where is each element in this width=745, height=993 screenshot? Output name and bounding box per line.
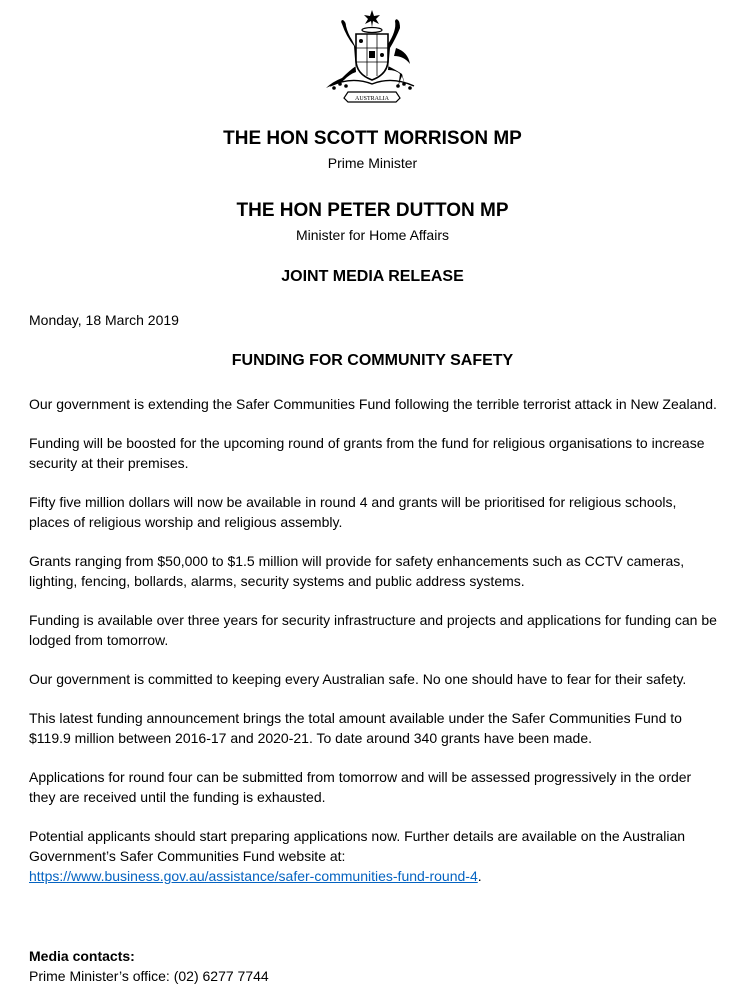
- media-contacts-heading: Media contacts:: [29, 948, 135, 964]
- minister-1-name: THE HON SCOTT MORRISON MP: [223, 128, 522, 149]
- minister-2-name: THE HON PETER DUTTON MP: [236, 200, 509, 221]
- fund-website-link[interactable]: https://www.business.gov.au/assistance/safer-communities-fund-round-4: [29, 868, 478, 884]
- paragraph: Funding will be boosted for the upcoming round of grants from the fund for religious organisations to increase security at their premises.: [29, 435, 705, 471]
- minister-1-title: Prime Minister: [327, 155, 418, 171]
- paragraph: Grants ranging from $50,000 to $1.5 million will provide for safety enhancements such as CCTV cameras, lighting, fencing, bollards, alarms, security systems and public address systems.: [29, 553, 685, 589]
- final-paragraph: [29, 826, 719, 886]
- pm-office-contact: Prime Minister’s office: (02) 6277 7744: [29, 968, 269, 984]
- svg-text:AUSTRALIA: AUSTRALIA: [355, 96, 389, 102]
- paragraph: Our government is committed to keeping every Australian safe. No one should have to fear for their safety.: [29, 671, 687, 687]
- minister-2-title: Minister for Home Affairs: [295, 227, 449, 243]
- final-paragraph-period: .: [477, 868, 482, 884]
- media-contacts: [29, 946, 269, 986]
- paragraph: Fifty five million dollars will now be available in round 4 and grants will be prioritised for religious schools, places of religious worship and religious assembly.: [29, 494, 677, 530]
- paragraph: Our government is extending the Safer Communities Fund following the terrible terrorist attack in New Zealand.: [29, 396, 717, 412]
- release-type: JOINT MEDIA RELEASE: [281, 268, 464, 285]
- paragraph: This latest funding announcement brings the total amount available under the Safer Communities Fund to $119.9 million between 2016-17 and 2020-21. To date around 340 grants have been made.: [29, 710, 682, 746]
- paragraph: Funding is available over three years for security infrastructure and projects and applications for funding can be lodged from tomorrow.: [29, 612, 717, 648]
- coat-of-arms-icon: [312, 8, 432, 104]
- release-body: [29, 394, 719, 905]
- final-paragraph-text: Potential applicants should start preparing applications now. Further details are available on the Australian Government’s Safer Communities Fund website at:: [29, 828, 686, 864]
- paragraph: Applications for round four can be submitted from tomorrow and will be assessed progressively in the order they are received until the funding is exhausted.: [29, 769, 692, 805]
- release-date: Monday, 18 March 2019: [29, 312, 179, 328]
- headline: FUNDING FOR COMMUNITY SAFETY: [231, 352, 514, 369]
